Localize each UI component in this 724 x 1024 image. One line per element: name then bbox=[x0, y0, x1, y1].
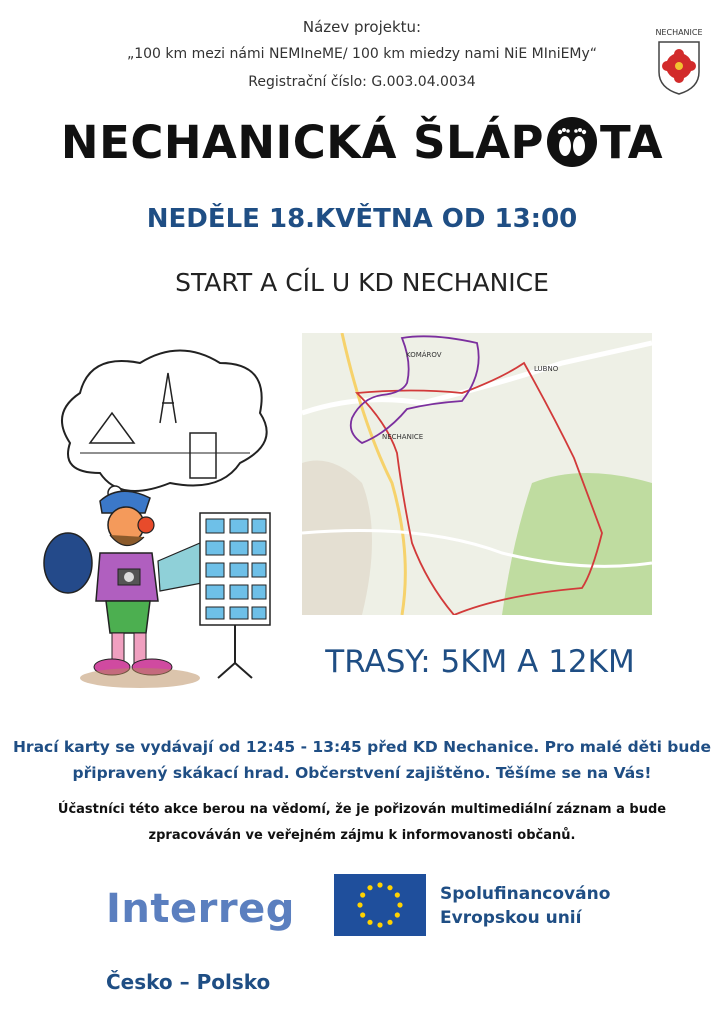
route-map bbox=[302, 333, 652, 615]
crest-label: NECHANICE bbox=[655, 28, 703, 37]
region-label: Česko – Polsko bbox=[106, 970, 271, 994]
info-line-1: Hrací karty se vydávají od 12:45 - 13:45 před KD Nechanice. Pro malé děti bude bbox=[12, 738, 712, 756]
eu-star-icon bbox=[377, 922, 382, 927]
nechanice-crest bbox=[650, 28, 708, 98]
eu-star-icon bbox=[395, 912, 400, 917]
registration-number: Registrační číslo: G.003.04.0034 bbox=[248, 74, 476, 90]
title-part-2: TA bbox=[600, 115, 664, 169]
cofin-line-2: Evropskou unií bbox=[440, 908, 582, 928]
eu-star-icon bbox=[367, 920, 372, 925]
footprints-icon bbox=[546, 116, 598, 168]
gdpr-notice bbox=[0, 797, 724, 849]
gdpr-line-1: Účastníci této akce berou na vědomí, že je pořizován multimediální záznam a bude bbox=[57, 802, 667, 817]
eu-star-icon bbox=[397, 902, 402, 907]
hiker-drawing bbox=[40, 333, 288, 693]
crest-shield-icon bbox=[650, 28, 708, 98]
info-text bbox=[0, 734, 724, 786]
project-name: „100 km mezi námi NEMIneME/ 100 km miedzy nami NiE MIniEMy“ bbox=[126, 46, 598, 62]
eu-star-icon bbox=[387, 920, 392, 925]
event-title bbox=[0, 112, 724, 169]
map-label-nechanice: NECHANICE bbox=[382, 433, 424, 441]
routes-text: TRASY: 5KM A 12KM bbox=[325, 644, 635, 680]
info-line-2: připravený skákací hrad. Občerstvení zajištěno. Těšíme se na Vás! bbox=[72, 764, 652, 782]
map-label-lubno: LUBNO bbox=[534, 365, 559, 373]
gdpr-line-2: zpracováván ve veřejném zájmu k informovanosti občanů. bbox=[148, 828, 576, 843]
title-part-1: NECHANICKÁ ŠLÁP bbox=[60, 115, 545, 169]
eu-star-icon bbox=[367, 885, 372, 890]
eu-star-icon bbox=[357, 902, 362, 907]
eu-star-icon bbox=[360, 892, 365, 897]
start-finish: START A CÍL U KD NECHANICE bbox=[175, 268, 549, 297]
eu-star-icon bbox=[360, 912, 365, 917]
map-label-komarov: KOMÁROV bbox=[406, 351, 442, 359]
eu-flag-icon bbox=[334, 874, 426, 936]
cofinancing-text bbox=[440, 882, 610, 930]
event-date: NEDĚLE 18.KVĚTNA OD 13:00 bbox=[146, 204, 578, 234]
interreg-logo: Interreg bbox=[106, 886, 295, 932]
eu-star-icon bbox=[377, 882, 382, 887]
eu-star-icon bbox=[387, 885, 392, 890]
project-label: Název projektu: bbox=[302, 18, 422, 36]
eu-star-icon bbox=[395, 892, 400, 897]
cofin-line-1: Spolufinancováno bbox=[440, 884, 611, 904]
